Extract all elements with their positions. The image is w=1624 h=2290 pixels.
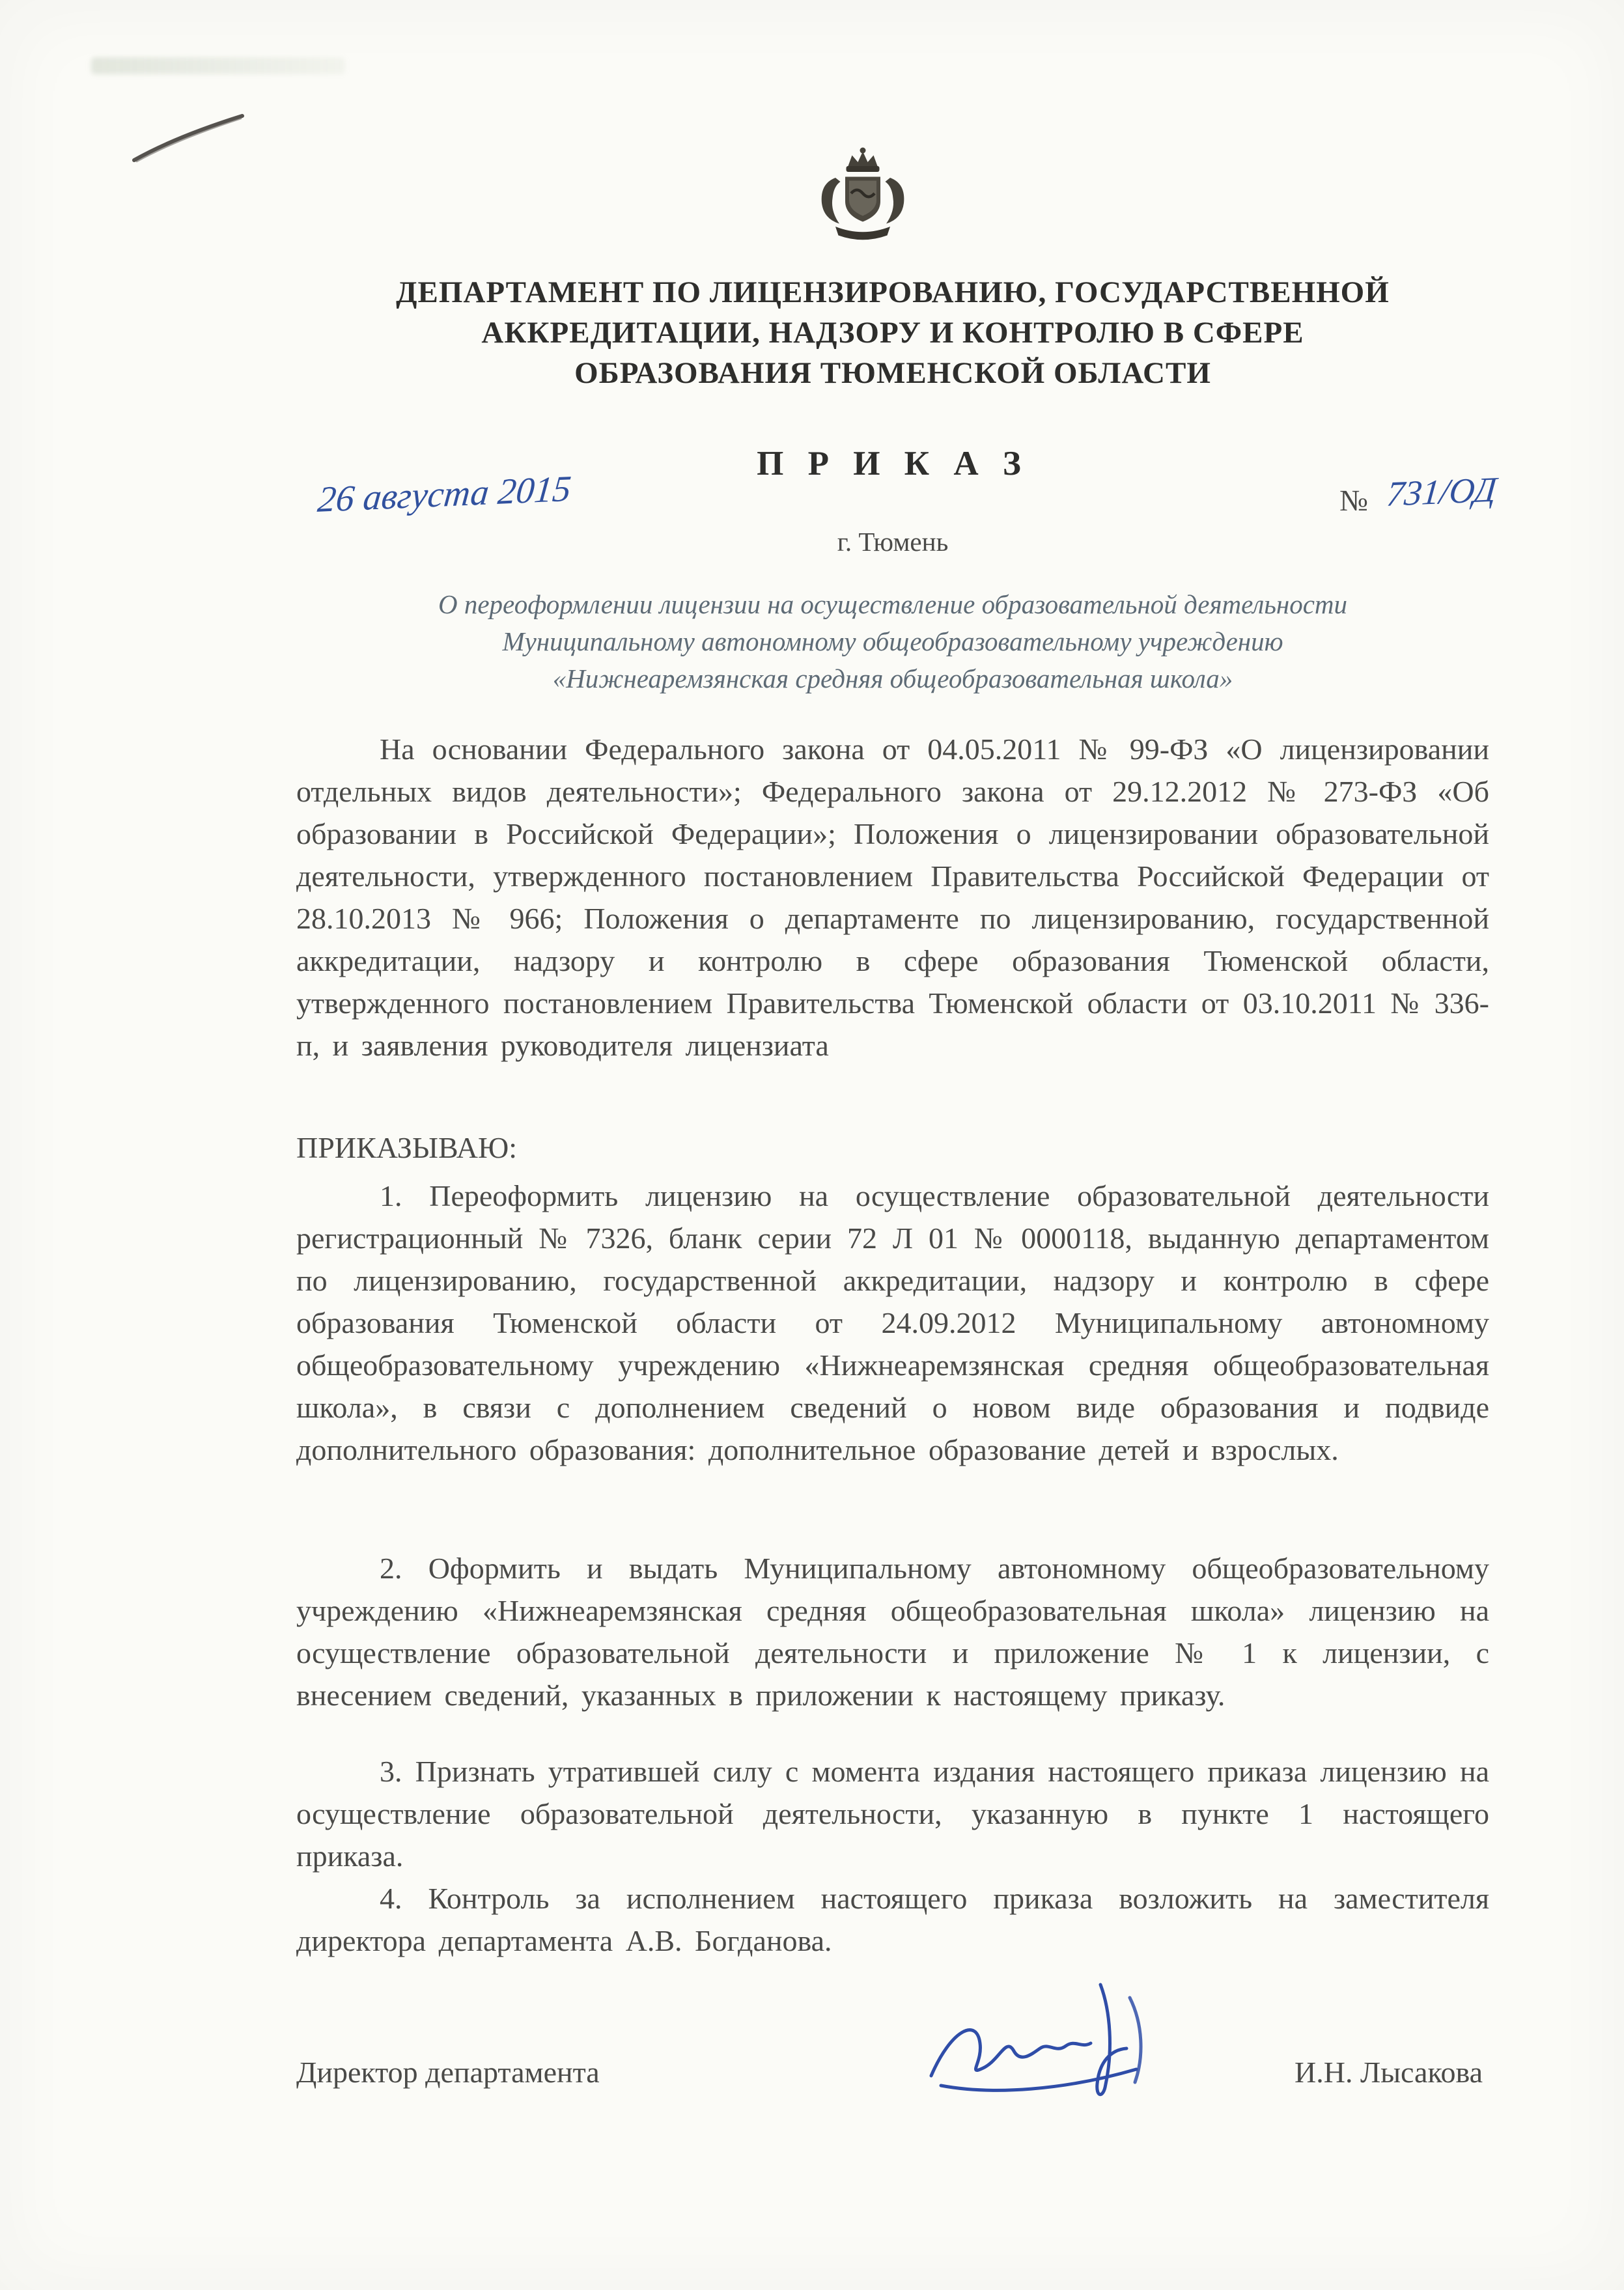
order-item-2: 2. Оформить и выдать Муниципальному автономному общеобразовательному учреждению «Нижнеаремзянская средняя общеобразовательная школа» лицензию на осуществление образовательной деятельности и приложение № 1 к лицензии, с внесением сведений, указанных в приложении к настоящему приказу. <box>296 1552 1489 1712</box>
subject-block <box>296 586 1489 697</box>
order-body <box>296 728 1489 1962</box>
doc-type-title: П Р И К А З <box>757 445 1029 482</box>
pen-stroke-icon <box>130 109 247 168</box>
coat-of-arms-icon <box>791 145 934 242</box>
city-line: г. Тюмень <box>837 527 949 557</box>
order-item-3: 3. Признать утратившей силу с момента издания настоящего приказа лицензию на осуществление образовательной деятельности, указанную в пункте 1 настоящего приказа. <box>296 1755 1489 1873</box>
number-group <box>1339 469 1498 518</box>
org-name-line-1: ДЕПАРТАМЕНТ ПО ЛИЦЕНЗИРОВАНИЮ, ГОСУДАРСТВЕННОЙ <box>396 275 1390 309</box>
order-item-1: 1. Переоформить лицензию на осуществление образовательной деятельности регистрационный № 7326, бланк серии 72 Л 01 № 0000118, выданную департаментом по лицензированию, государственной аккредитации, надзору и контролю в сфере образования Тюменской области от 24.09.2012 Муниципальному автономному общеобразовательному учреждению «Нижнеаремзянская средняя общеобразовательная школа», в связи с дополнением сведений о новом виде образования и подвиде дополнительного образования: дополнительное образование детей и взрослых. <box>296 1179 1489 1466</box>
order-word: ПРИКАЗЫВАЮ: <box>296 1131 518 1164</box>
order-item-4: 4. Контроль за исполнением настоящего приказа возложить на заместителя директора департамента А.В. Богданова. <box>296 1882 1489 1957</box>
signer-name: И.Н. Лысакова <box>1295 2056 1483 2089</box>
date-number-row <box>316 468 1498 533</box>
signature-block <box>296 2037 1489 2115</box>
subject-line-2: Муниципальному автономному общеобразовательному учреждению <box>502 626 1283 656</box>
signature-icon <box>915 1972 1195 2108</box>
date-handwritten: 26 августа 2015 <box>316 468 573 520</box>
org-name <box>296 272 1489 393</box>
number-handwritten: 731/ОД <box>1385 469 1498 514</box>
org-name-line-2: АККРЕДИТАЦИИ, НАДЗОРУ И КОНТРОЛЮ В СФЕРЕ <box>481 316 1304 350</box>
org-name-line-3: ОБРАЗОВАНИЯ ТЮМЕНСКОЙ ОБЛАСТИ <box>574 356 1211 390</box>
number-label: № <box>1339 484 1368 517</box>
preamble-paragraph: На основании Федерального закона от 04.05.2011 № 99-ФЗ «О лицензировании отдельных видов деятельности»; Федерального закона от 29.12.2012 № 273-ФЗ «Об образовании в Российской Федерации»; Положения о лицензировании образовательной деятельности, утвержденного постановлением Правительства Российской Федерации от 28.10.2013 № 966; Положения о департаменте по лицензированию, государственной аккредитации, надзору и контролю в сфере образования Тюменской области, утвержденного постановлением Правительства Тюменской области от 03.10.2011 № 336-п, и заявления руководителя лицензиата <box>296 733 1489 1062</box>
subject-line-1: О переоформлении лицензии на осуществление образовательной деятельности <box>438 589 1348 619</box>
scan-artifact <box>91 57 345 74</box>
position-title: Директор департамента <box>296 2056 600 2089</box>
subject-line-3: «Нижнеаремзянская средняя общеобразовательная школа» <box>552 663 1233 693</box>
